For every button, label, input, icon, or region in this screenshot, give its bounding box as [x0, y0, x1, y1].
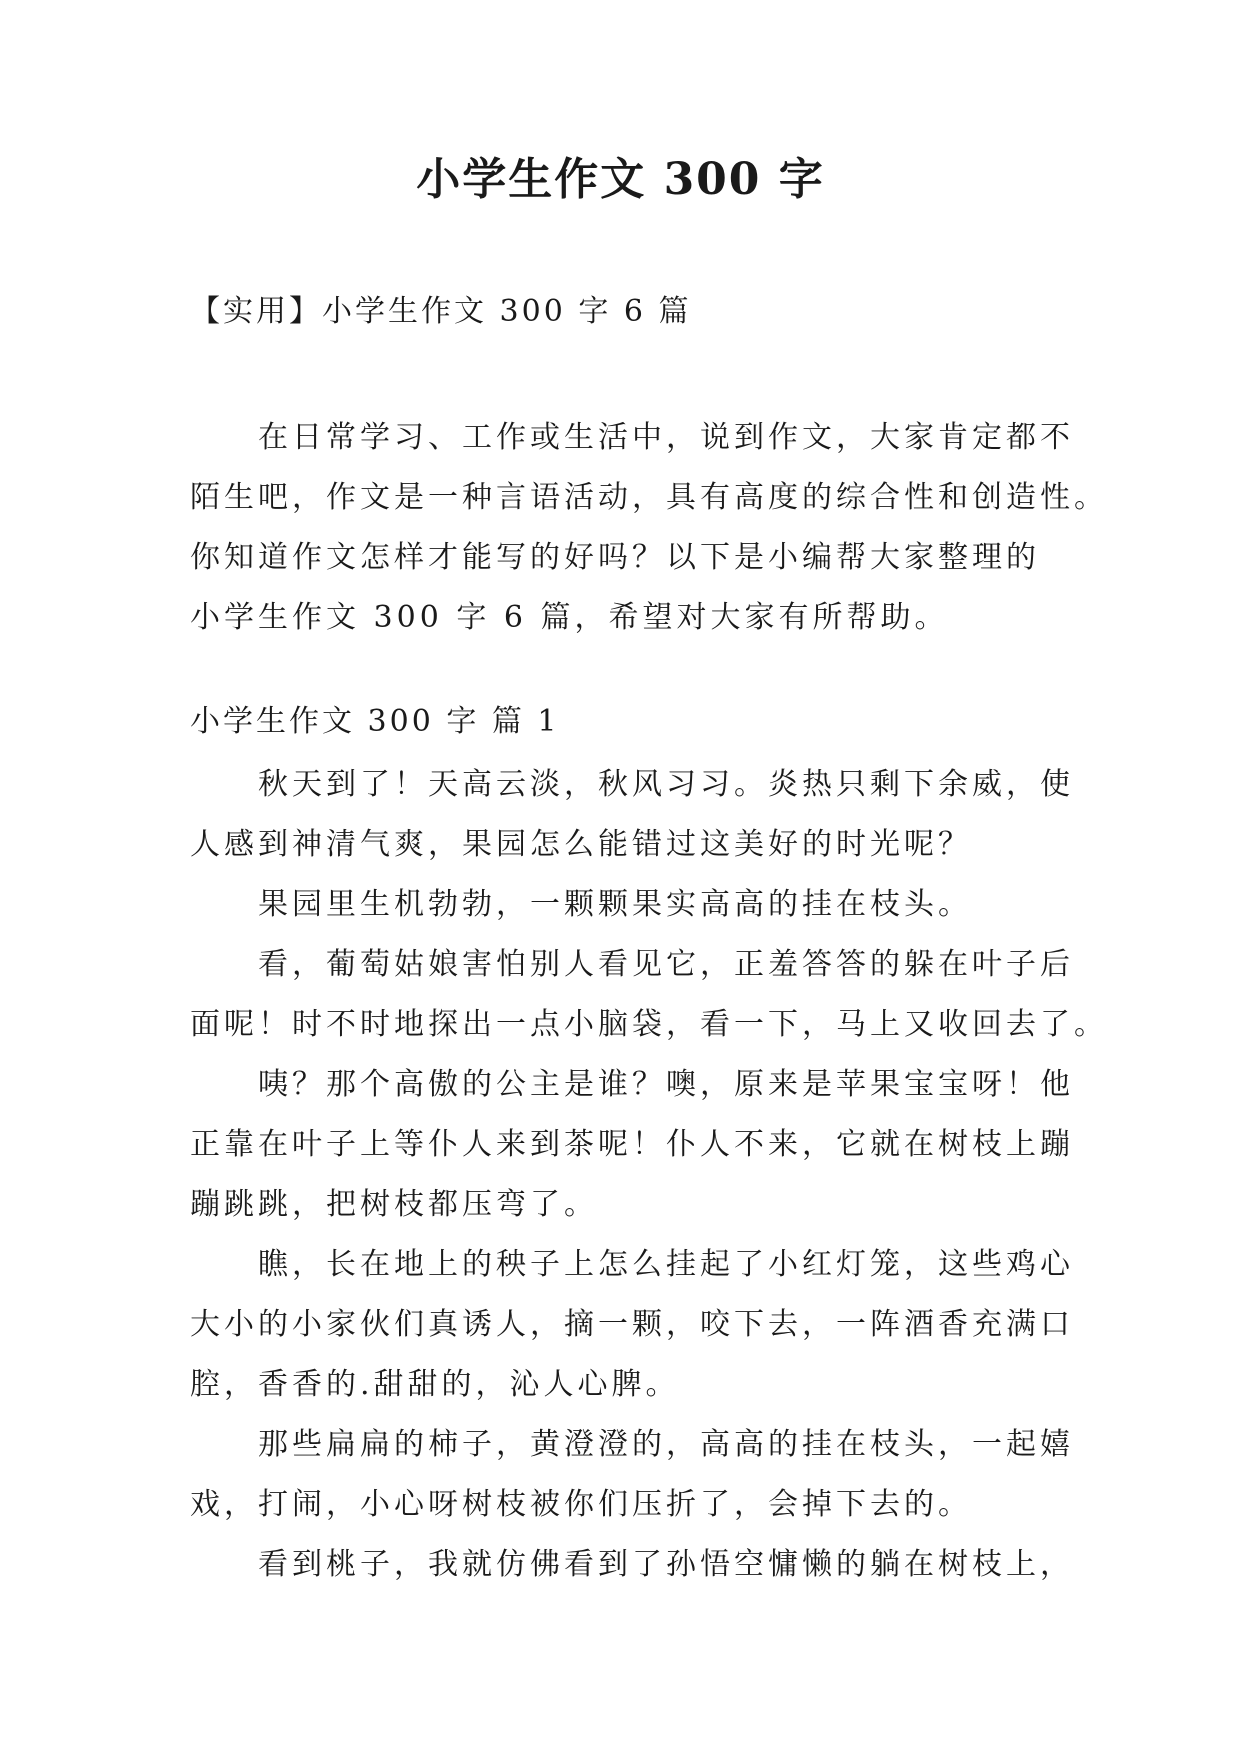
- body-line: 看到桃子，我就仿佛看到了孙悟空慵懒的躺在树枝上，: [258, 1547, 1074, 1582]
- body-line: 秋天到了！天高云淡，秋风习习。炎热只剩下余威，使: [258, 767, 1074, 802]
- essay-body: [190, 755, 1108, 1595]
- section-heading: 小学生作文 300 字 篇 1: [190, 704, 560, 739]
- body-line: 大小的小家伙们真诱人，摘一颗，咬下去，一阵酒香充满口: [190, 1307, 1074, 1342]
- intro-line: 小学生作文 300 字 6 篇，希望对大家有所帮助。: [190, 600, 949, 635]
- intro-line: 在日常学习、工作或生活中，说到作文，大家肯定都不: [258, 420, 1074, 455]
- document-subtitle: 【实用】小学生作文 300 字 6 篇: [190, 294, 692, 329]
- body-line: 腔，香香的.甜甜的，沁人心脾。: [190, 1367, 680, 1402]
- document-title: 小学生作文 300 字: [416, 154, 825, 205]
- body-line: 看，葡萄姑娘害怕别人看见它，正羞答答的躲在叶子后: [258, 947, 1074, 982]
- body-line: 那些扁扁的柿子，黄澄澄的，高高的挂在枝头，一起嬉: [258, 1427, 1074, 1462]
- body-line: 瞧，长在地上的秧子上怎么挂起了小红灯笼，这些鸡心: [258, 1247, 1074, 1282]
- body-line: 戏，打闹，小心呀树枝被你们压折了，会掉下去的。: [190, 1487, 972, 1522]
- intro-paragraph: [190, 408, 1108, 648]
- body-line: 果园里生机勃勃，一颗颗果实高高的挂在枝头。: [258, 887, 972, 922]
- body-line: 人感到神清气爽，果园怎么能错过这美好的时光呢？: [190, 827, 972, 862]
- intro-line: 陌生吧，作文是一种言语活动，具有高度的综合性和创造性。: [190, 480, 1108, 515]
- body-line: 面呢！时不时地探出一点小脑袋，看一下，马上又收回去了。: [190, 1007, 1108, 1042]
- body-line: 正靠在叶子上等仆人来到茶呢！仆人不来，它就在树枝上蹦: [190, 1127, 1074, 1162]
- body-line: 咦？那个高傲的公主是谁？噢，原来是苹果宝宝呀！他: [258, 1067, 1074, 1102]
- intro-line: 你知道作文怎样才能写的好吗？以下是小编帮大家整理的: [190, 540, 1040, 575]
- body-line: 蹦跳跳，把树枝都压弯了。: [190, 1187, 598, 1222]
